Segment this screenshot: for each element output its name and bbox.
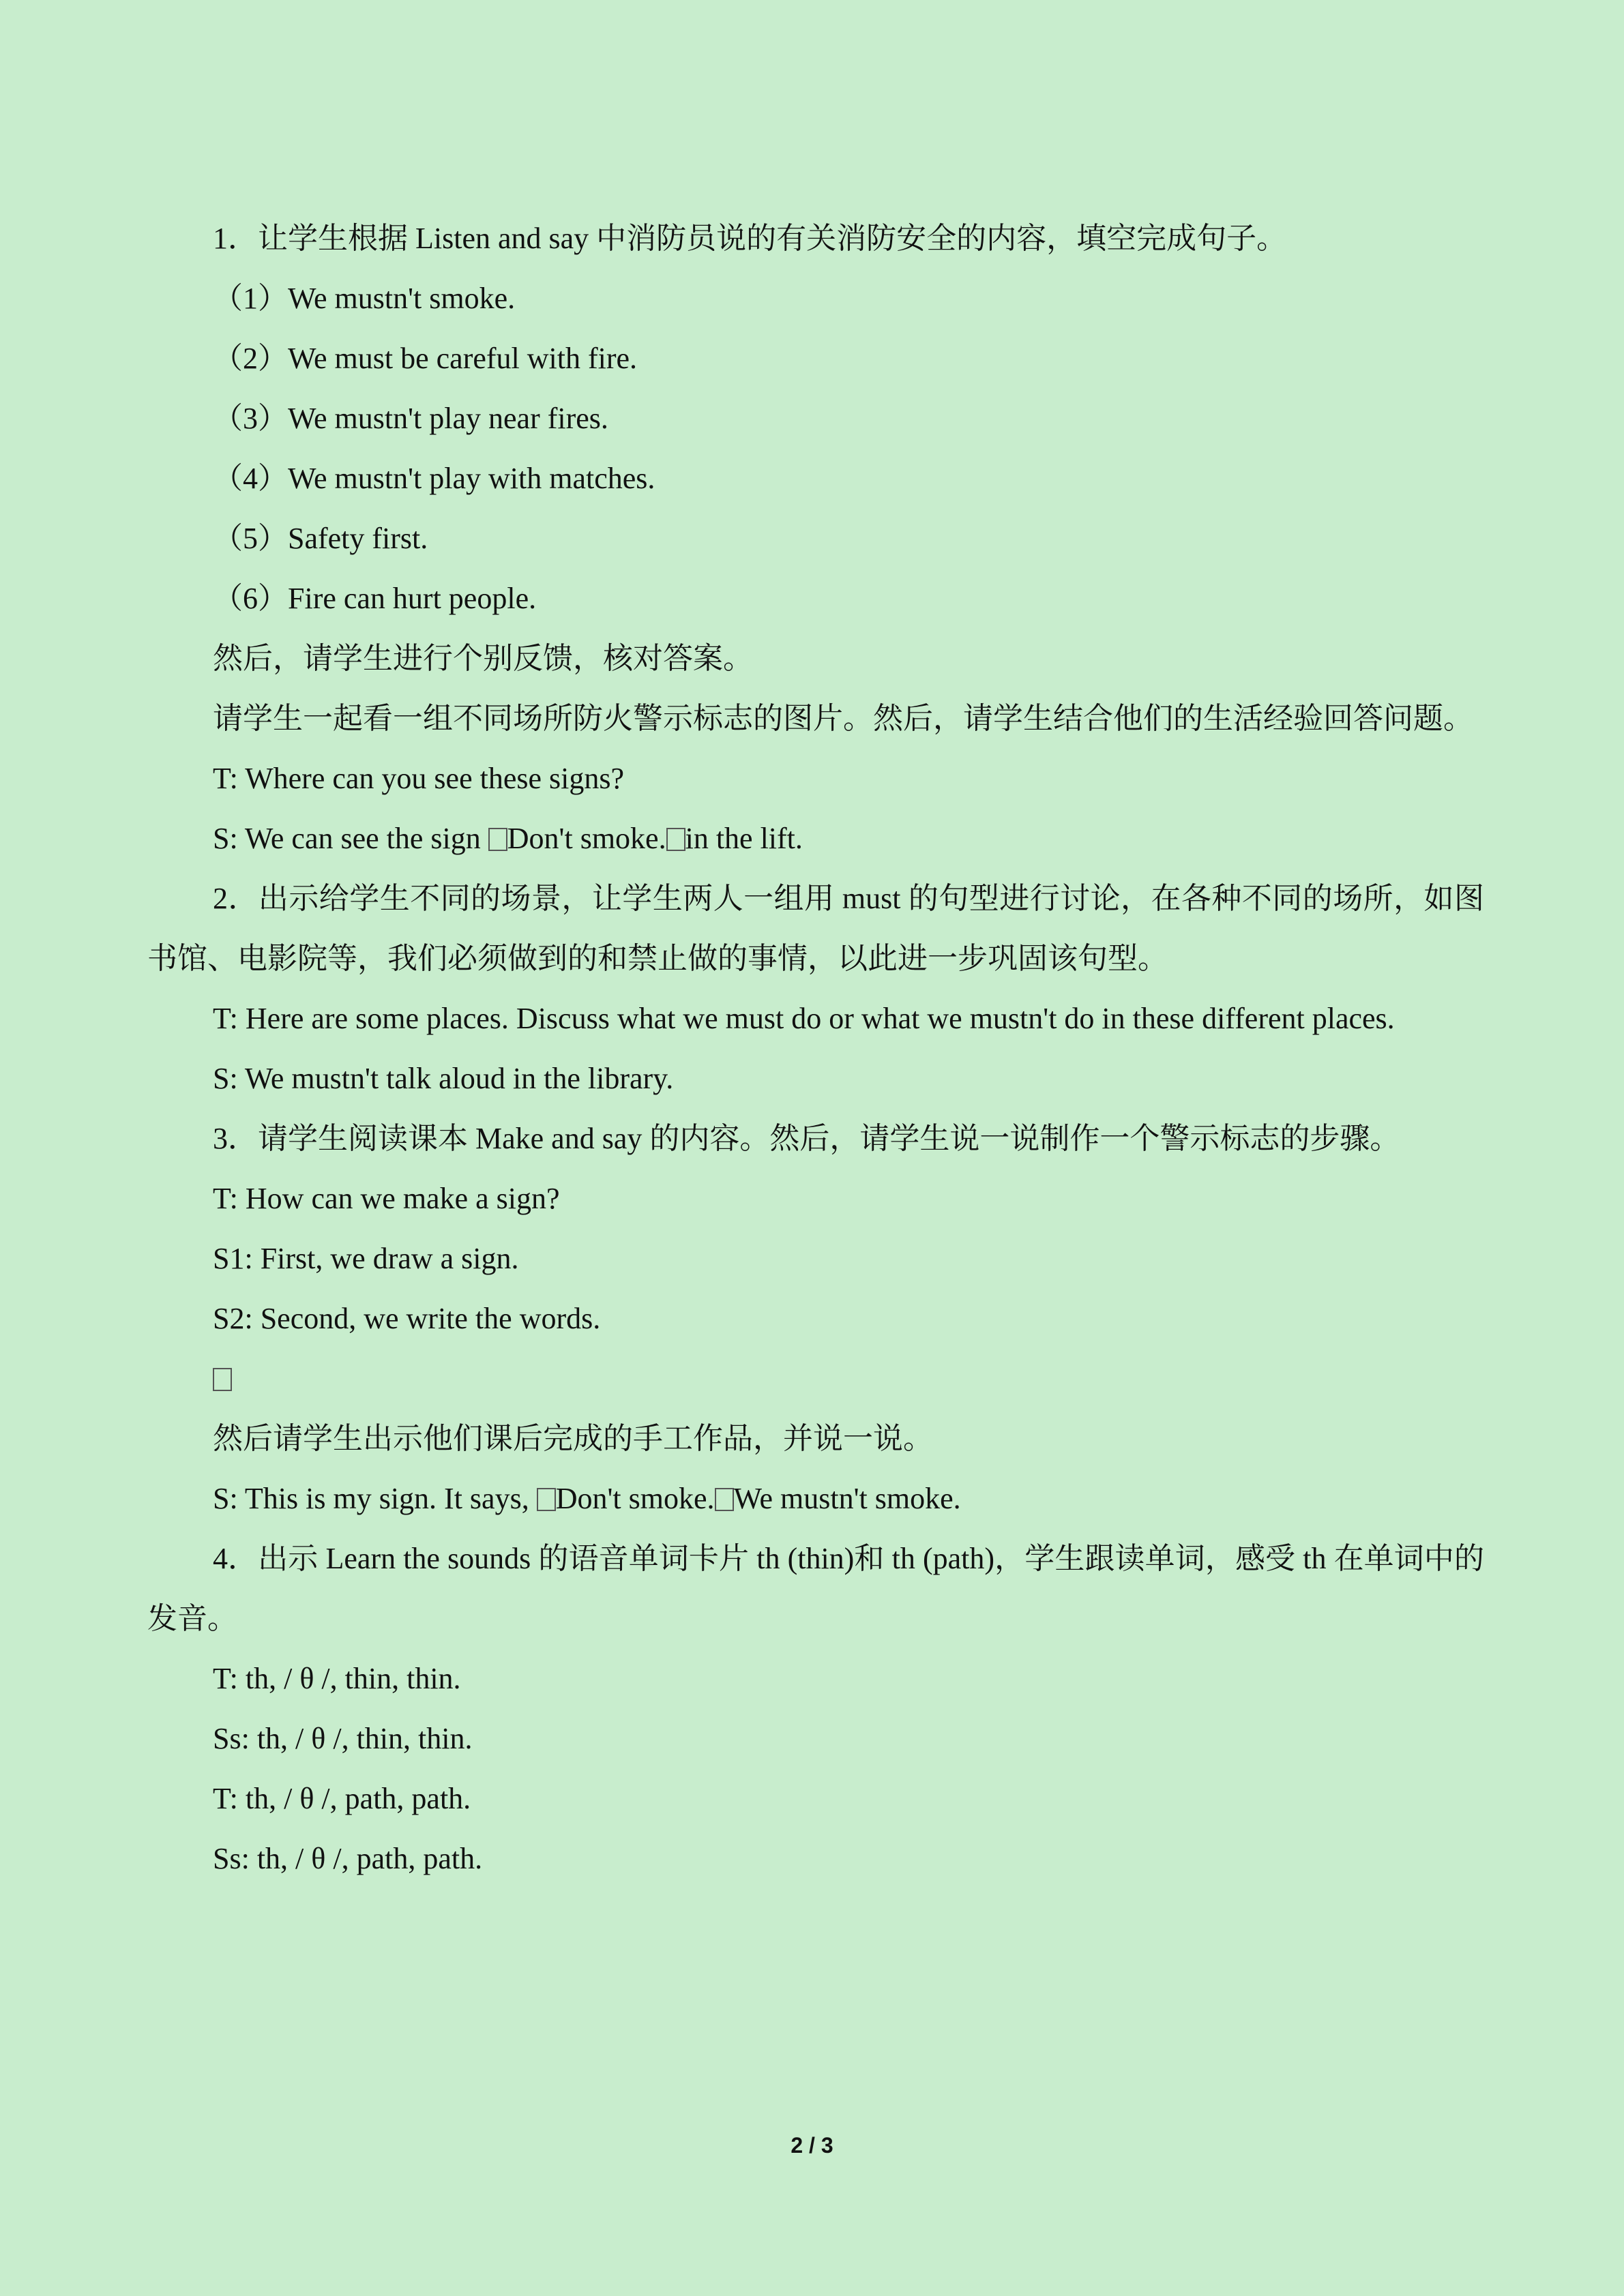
signs-paragraph: 请学生一起看一组不同场所防火警示标志的图片。然后，请学生结合他们的生活经验回答问题。 xyxy=(213,702,1473,735)
dialogue-t-make: T: How can we make a sign? xyxy=(213,1182,560,1215)
step-2-paragraph: 2．出示给学生不同的场景，让学生两人一组用 must 的句型进行讨论，在各种不同的场所，如图书馆、电影院等，我们必须做到的和禁止做的事情，以此进一步巩固该句型。 xyxy=(147,882,1484,975)
missing-glyph-icon xyxy=(666,828,685,851)
dialogue-s-signs-part1: S: We can see the sign xyxy=(213,822,488,855)
answer-1: （1）We mustn't smoke. xyxy=(213,282,516,315)
dialogue-s-sign-part3: We mustn't smoke. xyxy=(733,1482,961,1515)
phonics-ss-thin: Ss: th, / θ /, thin, thin. xyxy=(213,1722,473,1755)
answer-4: （4）We mustn't play with matches. xyxy=(213,462,655,495)
dialogue-t-places: T: Here are some places. Discuss what we must do or what we mustn't do in these different places. xyxy=(213,1002,1395,1035)
dialogue-s-signs-part2: Don't smoke. xyxy=(507,822,666,855)
document-body xyxy=(147,209,1484,1889)
show-work-line: 然后请学生出示他们课后完成的手工作品，并说一说。 xyxy=(213,1422,933,1455)
dialogue-s-places: S: We mustn't talk aloud in the library. xyxy=(213,1062,674,1095)
dialogue-s-sign-part2: Don't smoke. xyxy=(555,1482,715,1515)
answer-3: （3）We mustn't play near fires. xyxy=(213,402,608,435)
answer-6: （6）Fire can hurt people. xyxy=(213,582,537,615)
placeholder-line xyxy=(147,1349,1484,1409)
dialogue-s1-make: S1: First, we draw a sign. xyxy=(213,1242,519,1275)
phonics-t-path: T: th, / θ /, path, path. xyxy=(213,1782,471,1815)
missing-glyph-icon xyxy=(213,1368,232,1391)
missing-glyph-icon xyxy=(488,828,507,851)
dialogue-s-signs-part3: in the lift. xyxy=(685,822,803,855)
dialogue-t-signs: T: Where can you see these signs? xyxy=(213,762,625,795)
feedback-line: 然后，请学生进行个别反馈，核对答案。 xyxy=(213,642,753,675)
page-number: 2 / 3 xyxy=(791,2133,833,2158)
step-4-paragraph: 4．出示 Learn the sounds 的语音单词卡片 th (thin)和 th (path)，学生跟读单词，感受 th 在单词中的发音。 xyxy=(147,1542,1484,1635)
missing-glyph-icon xyxy=(715,1488,734,1511)
dialogue-s-signs xyxy=(147,809,1484,869)
phonics-ss-path: Ss: th, / θ /, path, path. xyxy=(213,1842,483,1875)
answer-5: （5）Safety first. xyxy=(213,522,428,555)
step-3-paragraph: 3．请学生阅读课本 Make and say 的内容。然后，请学生说一说制作一个警示标志的步骤。 xyxy=(213,1122,1400,1155)
dialogue-s-sign xyxy=(147,1469,1484,1529)
step-1-intro: 1．让学生根据 Listen and say 中消防员说的有关消防安全的内容，填空完成句子。 xyxy=(213,222,1287,255)
phonics-t-thin: T: th, / θ /, thin, thin. xyxy=(213,1662,461,1695)
dialogue-s2-make: S2: Second, we write the words. xyxy=(213,1302,601,1335)
missing-glyph-icon xyxy=(537,1488,556,1511)
dialogue-s-sign-part1: S: This is my sign. It says, xyxy=(213,1482,537,1515)
answer-2: （2）We must be careful with fire. xyxy=(213,342,638,375)
